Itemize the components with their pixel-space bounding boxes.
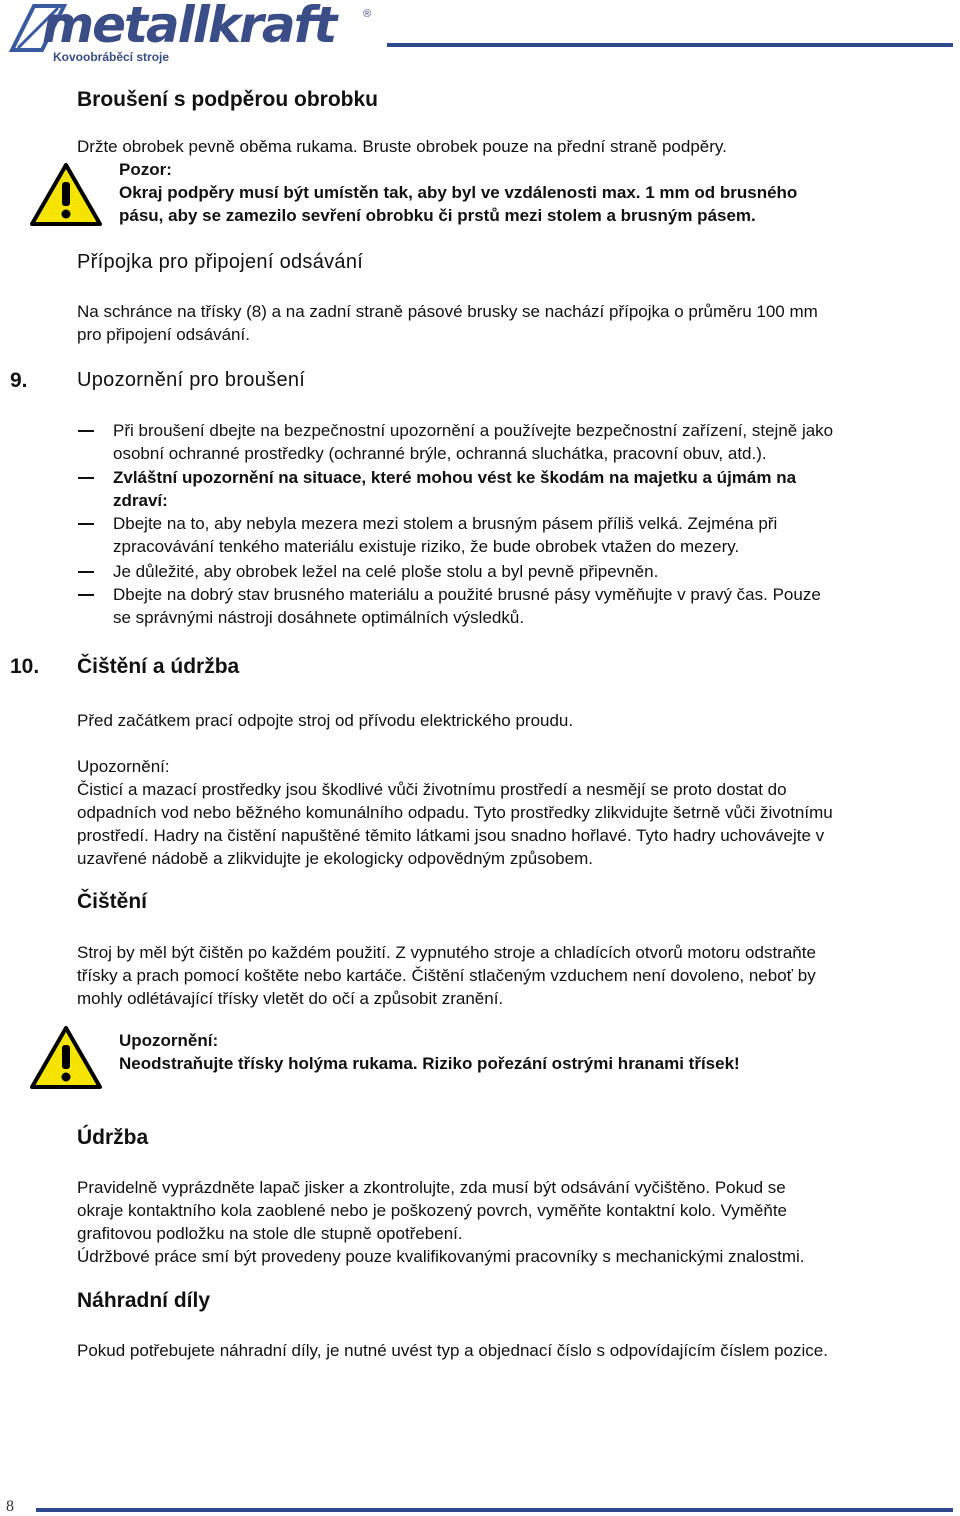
list-item-line: osobní ochranné prostředky (ochranné brýle, ochranná sluchátka, pracovní obuv, atd.). [113, 444, 767, 463]
list-bullet [78, 594, 94, 596]
list-item-line: Je důležité, aby obrobek ležel na celé ploše stolu a byl pevně připevněn. [113, 562, 659, 581]
notice-text-line: odpadních vod nebo běžného komunálního odpadu. Tyto prostředky zlikvidujte šetrně vůči životnímu [77, 803, 833, 822]
cleaning-text-line: třísky a prach pomocí koštěte nebo kartáče. Čištění stlačeným vzduchem není dovoleno, neboť by [77, 966, 816, 985]
warning-triangle-icon [29, 1025, 103, 1090]
list-item-line: Při broušení dbejte na bezpečnostní upozornění a používejte bezpečnostní zařízení, stejně jako [113, 421, 834, 440]
spare-parts-text: Pokud potřebujete náhradní díly, je nutné uvést typ a objednací číslo s odpovídajícím číslem pozice. [77, 1341, 828, 1360]
list-item-line: Dbejte na dobrý stav brusného materiálu a použité brusné pásy vyměňujte v pravý čas. Pouze [113, 585, 821, 604]
notice-label: Upozornění: [77, 757, 170, 776]
warning-text-line: Okraj podpěry musí být umístěn tak, aby byl ve vzdálenosti max. 1 mm od brusného [119, 183, 798, 202]
maintenance-text-line: grafitovou podložku na stole dle stupně opotřebení. [77, 1224, 463, 1243]
footer-rule [36, 1508, 953, 1512]
grinding-support-text: Držte obrobek pevně oběma rukama. Bruste obrobek pouze na přední straně podpěry. [77, 137, 727, 156]
list-item-line: Dbejte na to, aby nebyla mezera mezi stolem a brusným pásem příliš velká. Zejména při [113, 514, 778, 533]
warning-text: Neodstraňujte třísky holýma rukama. Riziko pořezání ostrými hranami třísek! [119, 1054, 740, 1073]
page-number: 8 [6, 1498, 14, 1515]
list-bullet [78, 523, 94, 525]
logo [6, 2, 386, 66]
logo-registered: ® [363, 8, 372, 20]
cleaning-intro: Před začátkem prací odpojte stroj od přívodu elektrického proudu. [77, 711, 574, 730]
list-bullet [78, 477, 94, 479]
logo-tagline: Kovoobráběcí stroje [53, 50, 170, 64]
list-bullet [78, 430, 94, 432]
list-item-line: zpracovávání tenkého materiálu existuje riziko, že bude obrobek vtažen do mezery. [113, 537, 740, 556]
list-item-line: se správnými nástroji dosáhnete optimálních výsledků. [113, 608, 525, 627]
notice-text-line: Čisticí a mazací prostředky jsou škodlivé vůči životnímu prostředí a nesmějí se proto dostat do [77, 780, 787, 799]
warning-triangle-icon [29, 162, 103, 227]
notice-text-line: uzavřené nádobě a zlikvidujte je ekologicky odpovědným způsobem. [77, 849, 593, 868]
section-number: 10. [10, 655, 40, 678]
section-title-grinding-notes: Upozornění pro broušení [77, 369, 306, 391]
section-title-cleaning-maintenance: Čištění a údržba [77, 655, 240, 678]
maintenance-text-line: Údržbové práce smí být provedeny pouze kvalifikovanými pracovníky s mechanickými znalostmi. [77, 1247, 805, 1266]
maintenance-text-line: okraje kontaktního kola zaoblené nebo je poškozený povrch, vyměňte kontaktní kolo. Vyměňte [77, 1201, 788, 1220]
logo-wordmark: metallkraft [42, 0, 336, 54]
list-bullet [78, 571, 94, 573]
extraction-text-line: Na schránce na třísky (8) a na zadní straně pásové brusky se nachází přípojka o průměru 100 mm [77, 302, 818, 321]
warning-text-line: pásu, aby se zamezilo sevření obrobku či prstů mezi stolem a brusným pásem. [119, 206, 756, 225]
section-title-cleaning: Čištění [77, 890, 148, 913]
cleaning-text-line: mohly odlétávající třísky vletět do očí a způsobit zranění. [77, 989, 504, 1008]
warning-label: Upozornění: [119, 1031, 219, 1050]
section-title-grinding-support: Broušení s podpěrou obrobku [77, 88, 379, 111]
maintenance-text-line: Pravidelně vyprázdněte lapač jisker a zkontrolujte, zda musí být odsávání vyčištěno. Pokud se [77, 1178, 786, 1197]
list-item-line: zdraví: [113, 491, 168, 510]
section-number: 9. [10, 369, 28, 392]
header-rule [387, 43, 953, 47]
warning-label: Pozor: [119, 160, 172, 179]
section-title-extraction: Přípojka pro připojení odsávání [77, 251, 364, 273]
cleaning-text-line: Stroj by měl být čištěn po každém použití. Z vypnutého stroje a chladících otvorů motoru odstraňte [77, 943, 816, 962]
section-title-spare-parts: Náhradní díly [77, 1289, 211, 1312]
notice-text-line: prostředí. Hadry na čistění napuštěné těmito látkami jsou snadno hořlavé. Tyto hadry uchovávejte v [77, 826, 825, 845]
section-title-maintenance: Údržba [77, 1126, 149, 1149]
list-item-line: Zvláštní upozornění na situace, které mohou vést ke škodám na majetku a újmám na [113, 468, 797, 487]
extraction-text-line: pro připojení odsávání. [77, 325, 250, 344]
